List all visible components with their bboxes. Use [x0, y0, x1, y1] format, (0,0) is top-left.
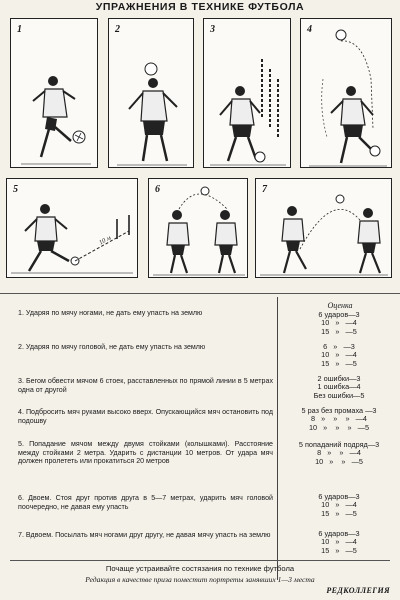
grade-block: 5 попаданий подряд—3 8 » » —4 10 » » —5 [298, 440, 380, 466]
exercise-number: 2. [18, 343, 24, 351]
table-column-divider [277, 297, 278, 580]
panel-number: 2 [115, 24, 120, 35]
illustration-panel-3 [203, 18, 291, 168]
exercise-number: 4. [18, 408, 24, 416]
illustration-panel-7 [255, 178, 392, 278]
grade-block: 6 ударов—3 10 » —4 15 » —5 [318, 529, 360, 555]
exercise-item [18, 343, 273, 352]
panel-number: 3 [210, 24, 215, 35]
exercise-text: Ударяя по мячу ногами, не дать ему упасть на землю [25, 309, 203, 317]
two-players-heading-icon [149, 179, 248, 278]
exercise-text: Вдвоем. Посылать мяч ногами друг другу, не давая мячу упасть на землю [25, 531, 271, 539]
grade-block: 2 ошибки—3 1 ошибка—4 Без ошибки—5 [313, 374, 365, 400]
illustration-panel-2 [108, 18, 194, 168]
exercise-item [18, 377, 273, 394]
exercise-text: Подбросить мяч руками высоко вверх. Опускающийся мяч остановить под подошву [18, 408, 273, 425]
footer-signature: РЕДКОЛЛЕГИЯ [326, 586, 390, 595]
distance-label: 10 м [98, 234, 113, 247]
exercise-number: 3. [18, 377, 24, 385]
player-shooting-between-posts-icon [7, 179, 138, 278]
panel-number: 6 [155, 184, 160, 195]
exercise-text: Бегом обвести мячом 6 стоек, расставленных по прямой линии в 5 метрах одна от другой [18, 377, 273, 394]
grade-block: 5 раз без промаха —3 8 » » » —4 10 » » » —5 [301, 406, 377, 432]
table-top-rule [0, 293, 400, 294]
exercise-number: 1. [18, 309, 24, 317]
panel-number: 5 [13, 184, 18, 195]
grade-block: 6 ударов—3 10 » —4 15 » —5 [318, 492, 360, 518]
illustration-panel-5 [6, 178, 138, 278]
grades-header: Оценка [327, 301, 353, 310]
footer-call-to-action: Почаще устраивайте состязания по технике футбола [105, 564, 295, 573]
table-bottom-rule [10, 560, 390, 561]
exercise-text: Попадание мячом между двумя стойками (колышками). Расстояние между стойками 2 метра. Ударить с дистанции 10 метров. От удара мяч должен пролететь или прокатиться 20 метров [18, 440, 273, 466]
exercise-item [18, 531, 273, 540]
grade-block: 6 » —3 10 » —4 15 » —5 [321, 342, 357, 368]
exercise-number: 6. [18, 494, 24, 502]
exercise-item [18, 309, 273, 318]
exercise-item [18, 408, 273, 425]
exercise-text: Ударяя по мячу головой, не дать ему упасть на землю [25, 343, 206, 351]
footer-prize-note: Редакция в качестве приза поместит портреты занявших 1—3 места [85, 575, 315, 584]
panel-number: 4 [307, 24, 312, 35]
panel-number: 7 [262, 184, 267, 195]
player-heading-icon [109, 19, 194, 168]
exercise-number: 5. [18, 440, 24, 448]
exercise-number: 7. [18, 531, 24, 539]
illustration-panel-1 [10, 18, 98, 168]
exercise-text: Двоем. Стоя друг против друга в 5—7 метрах, ударить мяч головой поочередно, не давая ему упасть [18, 494, 273, 511]
illustration-panel-4 [300, 18, 392, 168]
two-players-passing-icon [256, 179, 392, 278]
illustration-panel-6 [148, 178, 248, 278]
panel-number: 1 [17, 24, 22, 35]
player-juggling-foot-icon [11, 19, 98, 168]
page-title: УПРАЖНЕНИЯ В ТЕХНИКЕ ФУТБОЛА [95, 1, 305, 13]
player-dribbling-posts-icon [204, 19, 291, 168]
exercise-item [18, 494, 273, 511]
exercise-item [18, 440, 273, 466]
grade-block: 6 ударов—3 10 » —4 15 » —5 [318, 310, 360, 336]
player-stopping-ball-icon [301, 19, 392, 168]
